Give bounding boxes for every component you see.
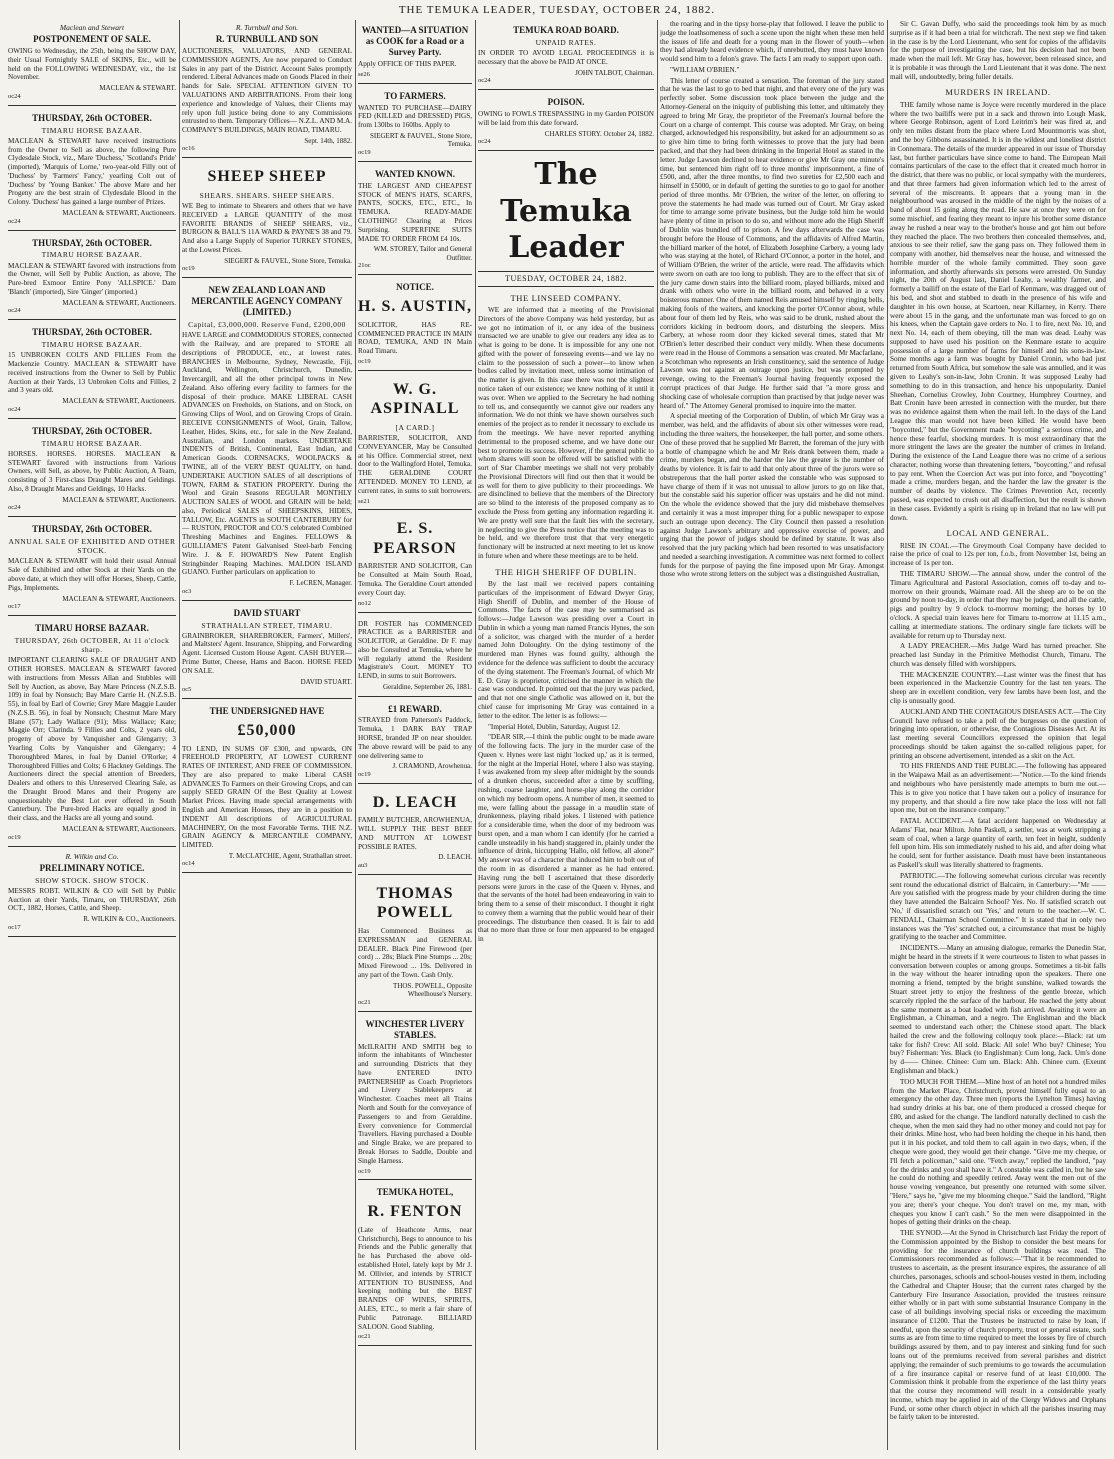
article-paragraph: THE family whose name is Joyce were recently murdered in the place where the two bailiffs were put in a sack and thrown into Lough Mask, where George Robinson, agent of Lord Leitrim's heir was fired at, and only ten miles distant from the place where Lord Mountmorris was shot, and the boy Gibbons assassinated. It is in the wildest and loneliest district in Connemara. The details of the murder appeared in our issue of Thursday last, but further particulars have since come to hand. The European Mail contains particulars of the case to the effect that it created much horror in the district, that there was no public, or local sympathy with the murderers, and that three farmers had given information which led to the arrest of several of the miscreants. It appears that a young man in the neighbourhood was aroused in the middle of the night by the noises of a band of about 15 going along the road. He saw at once they were on for some mischief, and fearing they meant to injure his brother some distance away he rushed a near way to the brother's house and got him out before they reached the place. The two brothers then concealed themselves, and, anxious to see their relief, saw the gang pass on. They followed them in company with another, hid themselves near the house, and witnessed the horrible murder of the whole family committed. They soon gave information, and shortly afterwards six persons were arrested. On Sunday night, the 20th of August last, Daniel Leahy, a wealthy farmer, and formerly a bailiff on the estate of the Earl of Kenmare, was dragged out of his bed, and shot and stabbed to death in the presence of his wife and daughter in his own house, at Scartoen, near Killarney, in Kerry. There were about 15 in the gang, and the unfortunate man was forced to go on his knees, when the Captain gave orders to No. 1 to fire, next No. 10, and next No. 14, each of them obeying, till the man was dead. Leahy was supposed to have used his position on the Kenmare estate to acquire possession of a large number of farms for himself and his sons-in-law. Some months ago a farm was bought by Daniel Cronin, who had just returned from South Africa, but somehow the sale was annulled, and it was given to Leahy's son-in-law, John Cronin. It was supposed Leahy had something to do in this transaction, and hence his unpopularity. Daniel Sheehan, Cornelius Crowley, John Courtney, Humphrey Courtney, and Batt Cronin have been arrested in connection with the murder, but there was no evidence against them when the mail left. In the days of the Land League this man would not have been killed. He would have been "boycotted," but the Government made "boycotting" a serious crime, and hence these fearful, shocking murders. It is most extraordinary that the more stringent the laws are the greater the number of crimes in Ireland. During the existence of the Land League there was no crime of a serious character, nothing worse than threatening letters, "boycotting," and refusal to pay rent. When the Coercion Act was put into force, and "boycotting" made a crime, murders began, and the harder the law the greater is the number of deaths by violence. The Crimes Prevention Act, recently passed, was expected to crush out all disaffection, but the result is shown in these cases. Evidently a spirit is rising up in Ireland that no law will put down. xyxy=(890,100,1106,522)
advertisement xyxy=(358,86,472,162)
advertisement xyxy=(358,615,472,697)
column-1 xyxy=(8,20,176,1450)
ad-display-heading: R. FENTON xyxy=(367,1203,463,1221)
ad-signature: WM. STOREY, Tailor and General Outfitter. xyxy=(373,245,472,262)
ad-body-text: STRAYED from Patterson's Paddock, Temuka, 1 DARK BAY TRAP HORSE, branded JP on near shoulder. The above reward will be paid to any one delivering same to xyxy=(358,716,472,760)
column-2 xyxy=(182,20,352,1450)
article-paragraph: Sir C. Gavan Duffy, who said the proceedings took him by as much surprise as if it had been a trial for witchcraft. The next step we find taken in the case is by the Lord Lieutenant, who sent for copies of the affidavits for the purpose of investigating the case, but his decision had not been made when the mail left. Mr Gray has, however, been released since, and it is probable it was through the Lord Lieutenant that it was done. The next mail will, undoubtedly, bring fuller details. xyxy=(890,20,1106,81)
advertisement xyxy=(8,233,176,321)
ad-signature: DAVID STUART. xyxy=(300,677,352,686)
article-paragraph: PATRIOTIC.—The following somewhat curious circular was recently sent round the educational district of Balcairn, in Canterbury:—"Mr —— Are you satisfied with the progress made by your children during the time they have attended the Balcairn School? Yes. No. If satisfied scratch out 'No,' if dissatisfied scratch out 'Yes,' and return to the teacher.—W. C. FENDALL, Chairman School Committee." It is stated that in only two instances was the 'Yes' scratched out, a circumstance that must be highly gratifying to the teacher and Committee. xyxy=(890,871,1106,942)
ad-signature: MACLEAN & STEWART, Auctioneers. xyxy=(62,594,176,603)
ad-heading: POSTPONEMENT OF SALE. xyxy=(33,34,151,45)
advertisement xyxy=(182,701,352,873)
advertisement xyxy=(8,618,176,847)
ad-reference-code: oc24 xyxy=(8,405,21,413)
article-paragraph: RISE IN COAL.—The Greymouth Coal Company have decided to raise the price of coal to 12s per ton, f.o.b., from November 1st, being an increase of 1s per ton. xyxy=(890,541,1106,568)
article-heading: LOCAL AND GENERAL. xyxy=(946,528,1050,539)
masthead-title: The Temuka Leader xyxy=(500,157,632,266)
ad-heading: NOTICE. xyxy=(396,282,434,293)
ad-body-text: IN ORDER TO AVOID LEGAL PROCEEDINGS it is necessary that the above be PAID AT ONCE. xyxy=(478,49,654,66)
ad-signature: SIEGERT & FAUVEL, Stone Store, Temuka. xyxy=(370,131,472,149)
ad-reference-code: oc24 xyxy=(8,307,21,315)
ad-heading: PRELIMINARY NOTICE. xyxy=(39,862,145,873)
article-paragraph: TO HIS FRIENDS AND THE PUBLIC.—The following has appeared in the Waipawa Mail as an advertisement:—"Notice.—To the kind friends and neighbours who have persistently made attempts to burn me out.—This is to give you notice that I have taken out a policy of insurance for my property, and that should a fire now take place the loss will not fall upon me, but on the insurance company." xyxy=(890,762,1106,815)
advertisement xyxy=(8,519,176,616)
advertisement xyxy=(478,92,654,151)
article-paragraph: THE TIMARU SHOW.—The annual show, under the control of the Timaru Agricultural and Pastoral Association, comes off to-day and to-morrow on their grounds, Waimate road. All the sheep are to be on the ground by noon to-day, in order that they may be judged, and all the cattle, pigs and poultry by 9 o'clock to-morrow morning; the horses by 10 o'clock. A special train leaves here for Timaru to-morrow at 11.15 a.m., calling at intermediate stations. The ordinary single fare tickets will be available for return up to Thursday next. xyxy=(890,570,1106,640)
advertisement xyxy=(358,373,472,511)
ad-signature: MACLEAN & STEWART, Auctioneers. xyxy=(62,209,176,218)
ad-heading: THURSDAY, 26th OCTOBER. xyxy=(32,112,152,123)
ad-subheading: UNPAID RATES. xyxy=(535,37,597,47)
ad-heading: £1 REWARD. xyxy=(388,703,442,714)
ad-reference-code: no12 xyxy=(358,599,371,607)
ad-signature: R. WILKIN & CO., Auctioneers. xyxy=(83,915,176,924)
ad-heading: THURSDAY, 26th OCTOBER. xyxy=(32,425,152,436)
ad-body-text: DR FOSTER has COMMENCED PRACTICE as a BARRISTER and SOLICITOR, at Geraldine. Dr F. may also be Consulted at Temuka, where he will regularly attend the Resident Magistrate's Court. MONEY TO LEND, in sums to suit Borrowers. xyxy=(358,619,472,681)
ad-reference-code: oc19 xyxy=(358,148,371,156)
ad-heading: TEMUKA ROAD BOARD. xyxy=(513,25,619,35)
article-paragraph: TOO MUCH FOR THEM.—Mine host of an hotel not a hundred miles from the Market Place, Christchurch, proved himself fully equal to an emergency the other day. Three men (reports the Lyttelton Times) having had sundry drinks at his bar, one of them produced a crossed cheque for £80, and asked for the change. The landlord naturally declined to cash the cheque, when the men said they had no other money and could not pay for their drinks. Mine host, who had been holding the cheque in his hand, then put it in his pocket, and told them to call again in two days, when, if the cheque were good, they would get their change. "Give me my cheque, or I'll fetch a policeman," said one. "Fetch away," replied the landlord, "pay for the drinks and you shall have it." A constable was called in, but he saw he could do nothing and speedily retired. Away went the men out of the house vowing vengeance, but presently one returned with some silver. "Here," says he, "give me my blooming cheque." Said the landlord, "Right you are; there's your cheque. You don't travel on me, my man, with cheques you know I can't cash." So the men were disappointed in the hopes of getting their drinks on the cheap. xyxy=(890,1077,1106,1227)
ad-signature: SIEGERT & FAUVEL, Stone Store, Temuka. xyxy=(224,256,352,265)
advertisement xyxy=(8,108,176,231)
ad-firm-name: R. Wilkin and Co. xyxy=(65,851,119,861)
ad-display-heading: SHEEP SHEEP xyxy=(207,168,327,186)
ad-display-heading: E. S. PEARSON xyxy=(373,520,457,557)
ad-body-text: Has Commenced Business as EXPRESSMAN and GENERAL DEALER. Black Pine Firewood (per cord) ... 28s; Black Pine Stumps ... 20s; Mixed Firewood ... 19s. Delivered in any part of the Town. Cash Only. xyxy=(358,926,472,979)
article-paragraph: THE MACKENZIE COUNTRY.—Last winter was the finest that has been experienced in the Mackenzie Country for the last ten years. The sheep are in excellent condition, very few lambs have been lost, and the clip is unusually good. xyxy=(890,670,1106,705)
advertisement xyxy=(358,1014,472,1181)
ad-subheading: TIMARU HORSE BAZAAR. xyxy=(41,250,143,260)
advertisement xyxy=(8,322,176,418)
advertisement xyxy=(182,20,352,158)
ad-signature: MACLEAN & STEWART. xyxy=(99,84,176,93)
ad-body-text: McILRAITH AND SMITH beg to inform the inhabitants of Winchester and surrounding Districts that they have ENTERED INTO PARTNERSHIP as Coach Proprietors and Livery Stablekeepers at Winchester. Coaches meet all Trains North and South for the conveyance of Passengers to and from Geraldine. Every convenience for Commercial Travellers. Having purchased a Double and Single Brake, we are prepared to Break Horses to Saddle, Double and Single Harness. xyxy=(358,1042,472,1165)
article-heading: MURDERS IN IRELAND. xyxy=(945,87,1051,98)
ad-body-text: GRAINBROKER, SHAREBROKER, Farmers', Millers', and Maltsters' Agent. Insurance, Shipping, and Forwarding Agent. Licensed Custom House Agent. CASH BUYER—Prime Butter, Cheese, Hams and Bacon. HORSE FEED ON SALE. xyxy=(182,631,352,675)
ad-body-text: HORSES. HORSES. HORSES. MACLEAN & STEWART favored with instructions from Various Owners, will Sell, as above, by Public Auction, A Team, consisting of 3 First-class Draught Mares and Geldings. Also, 8 Draught Mares and Geldings, 10 Hacks. xyxy=(8,449,176,493)
ad-reference-code: oc3 xyxy=(182,587,192,595)
ad-heading: WANTED—A SITUATION as COOK for a Road or a Survey Party. xyxy=(361,25,469,57)
ad-display-heading: THOMAS POWELL xyxy=(376,884,454,922)
ad-subheading: STRATHALLAN STREET, TIMARU. xyxy=(201,620,333,630)
column-3 xyxy=(358,20,472,1450)
ad-reference-code: oc5 xyxy=(182,686,192,694)
ad-body-text: IMPORTANT CLEARING SALE OF DRAUGHT AND OTHER HORSES. MACLEAN & STEWART favored with instructions from Messrs Allan and Stubbles will Sell by Auction, as above, Bay Mare Princess (N.Z.S.B. 109) in foal by Nonsuch; Bay Mare Carrie H. (N.Z.S.B. 55), in foal by Earl of Cowrie; Grey Mare Maggie Lauder (N.Z.S.B. 56), in foal by Nonsuch; Chestnut Mare Mary Blane (57); Lady Wallace (91); Miss Wallace; Kate; Maggie Orr; Clarinda. 9 Fillies and Colts, 2 years old, progeny of above by Vanquisher and Glengarry; 3 Yearling Colts by Vanquisher and Glengarry; 4 Thoroughbred Mares, in foal by Daniel O'Rorke; 4 Thoroughbred Fillies and Colts; 6 Hackney Geldings. The Auctioneers direct the special attention of Breeders, Dealers and others to this Unreserved Clearing Sale, as the Draught Brood Mares and their Progeny are unquestionably the Best Lot ever offered in South Canterbury. The Pure-bred Hacks are equally good in their class, and the Hacks are all young and sound. xyxy=(8,656,176,823)
ad-reference-code: oc24 xyxy=(478,77,491,85)
ad-heading: WANTED KNOWN. xyxy=(374,168,455,179)
article-paragraph: This letter of course created a sensation. The foreman of the jury stated that he was the last to go to bed that night, and that every one of the jury was perfectly sober. Some discussion took place between the judge and the Attorney-General on the iniquity of publishing this letter, and ultimately they agreed to bring Mr Gray, the proprietor of the Freeman's Journal before the Court on a charge of contempt. This course was adopted. Mr Gray, on being charged, acknowledged his responsibility, but asked for an adjournment so as to give him time to bring forth witnesses to prove that the jury had been packed, and that they had been drinking in the Imperial Hotel as stated in the letter. Judge Lawson declined to hear evidence or give Mr Gray one minute's time, but sentenced him right off to three months' imprisonment, a fine of £500, and, after the three months, to find two sureties for £2,500 each and himself in £5000, or in default of getting the sureties to go to gaol for another period of three months. Mr O'Brien, the writer of the letter, on offering to prove the statements he had made was turned out of Court. Mr Gray asked for time to arrange some private business, but the Judge told him he would have plenty of time in prison to do so, and without more ado the High Sheriff of Dublin was bundled off to prison. A few days afterwards the case was brought before the House of Commons, and the affidavits of Alfred Martin, the billiard marker of the hotel, of Elizabeth Josephine Carbery, a young lady who was staying at the hotel, of Richard O'Connor, a porter in the hotel, and of William O'Brien, the writer of the article, were read. The affidavits which were sworn on oath are too long to publish. They are to the effect that six of the jury came down stairs into the billiard room, played billiards, mixed and drank with others who were in the billiard room, and behaved in a very boisterous manner. One of them named Reis amused himself by ringing bells, making fools of the waiters, and knocking the porter O'Connor about, while about four of them led by Reis, who was said to be drunk, rushed about the corridors kicking in bedroom doors, and disturbing the sleepers. Miss Carbery, at whose room door they kicked several times, stated that Mr O'Brien's letter described their conduct very mildly. When these documents were read in the House of Commons a sensation was created. Mr Macfarlane, a Scotchman who represents an Irish constituency, said the sentence of Judge Lawson was not against an outrage upon justice, but was prompted by revenge, owing to the Freeman's Journal having frequently exposed the corrupt practices of that Judge. He further said that "a more gross and shocking case of wholesale corruption than practised by that judge never was heard of." The Attorney General promised to inquire into the matter. xyxy=(660,76,884,410)
ad-firm-name: Maclean and Stewart xyxy=(59,23,125,32)
ad-body-text: THE LARGEST AND CHEAPEST STOCK of MEN'S HATS, SCARFS, PANTS, SOCKS, ETC., ETC., In TEMUKA. READY-MADE CLOTHING! Clearing at Prices Surprising. SUPERFINE SUITS MADE TO ORDER FROM £4 10s. xyxy=(358,181,472,243)
ad-subheading: [A CARD.] xyxy=(395,422,435,432)
ad-signature: MACLEAN & STEWART, Auctioneers. xyxy=(62,495,176,504)
article-heading: THE LINSEED COMPANY. xyxy=(510,292,622,303)
ad-heading: THURSDAY, 26th OCTOBER. xyxy=(32,237,152,248)
article-paragraph: AUCKLAND AND THE CONTAGIOUS DISEASES ACT.—The City Council have refused to take a poll of the burgesses on the question of bringing into operation, or otherwise, the Contagious Diseases Act. At its last meeting several Councillors expressed the opinion that legal proceedings should be taken against the so-called religious paper, for printing an obscene advertisement, intended as a skit on the Act. xyxy=(890,707,1106,760)
ad-signature: MACLEAN & STEWART, Auctioneers. xyxy=(62,825,176,834)
ad-heading: POISON. xyxy=(547,97,585,108)
ad-subheading: THURSDAY, 26th OCTOBER, At 11 o'clock sharp. xyxy=(14,635,170,655)
article-paragraph: "WILLIAM O'BRIEN." xyxy=(670,65,740,74)
ad-body-text: WANTED TO PURCHASE—DAIRY FED (KILLED and DRESSED) PIGS, from 130lbs to 160lbs. Apply to xyxy=(358,103,472,130)
ad-body-text: BARRISTER, SOLICITOR, AND CONVEYANCER, May be Consulted at his Office. Commercial street, next door to the Wallingford Hotel, Temuka. THE GERALDINE COURT ATTENDED. MONEY TO LEND, at current rates, in sums to suit borrowers. xyxy=(358,434,472,495)
ad-subheading: SHEARS. SHEARS. SHEEP SHEARS. xyxy=(199,190,335,200)
ad-reference-code: oc24 xyxy=(8,217,21,225)
ad-display-heading: W. G. ASPINALL xyxy=(370,380,460,418)
advertisement xyxy=(8,849,176,937)
column-rule xyxy=(355,20,356,1450)
ad-body-text: MACLEAN & STEWART will hold their usual Annual Sale of Exhibited and other Stock at their Yards on the above date, at which they will offer Horses, Sheep, Cattle, Pigs, Implements. xyxy=(8,557,176,592)
article-paragraph: FATAL ACCIDENT.—A fatal accident happened on Wednesday at Adams' Flat, near Milton. John Paskell, a settler, was at work stripping a seam of coal, when a large quantity of earth, ten feet in height, suddenly fell upon him. His son immediately rushed to his aid, and after doing what he could, sent for further assistance. Death must have been instantaneous as Paskell's skull was literally shattered to fragments. xyxy=(890,817,1106,870)
ad-reference-code: oc21 xyxy=(358,1333,371,1341)
ad-subheading: TIMARU HORSE BAZAAR. xyxy=(41,438,143,448)
advertisement xyxy=(182,160,352,278)
ad-reference-code: oc24 xyxy=(8,92,21,100)
ad-heading: WINCHESTER LIVERY STABLES. xyxy=(365,1018,465,1040)
ad-reference-code: oc21 xyxy=(358,998,371,1006)
ad-display-heading: D. LEACH xyxy=(372,793,458,811)
ad-signature: CHARLES STORY. October 24, 1882. xyxy=(544,129,654,138)
advertisement xyxy=(478,20,654,90)
ad-reference-code: oc19 xyxy=(358,1167,371,1175)
ad-heading: DAVID STUART xyxy=(233,607,301,618)
ad-body-text: 15 UNBROKEN COLTS AND FILLIES From the Mackenzie Country. MACLEAN & STEWART have received instructions from the Owner to Sell by Public Auction at their Yards, 13 Unbroken Colts and Fillies, 2 and 3 years old. xyxy=(8,351,176,395)
ad-heading: THURSDAY, 26th OCTOBER. xyxy=(32,524,152,535)
ad-reference-code: oc19 xyxy=(358,770,371,778)
ad-signature: Geraldine, September 26, 1881. xyxy=(382,682,472,691)
ad-reference-code: se21 xyxy=(358,497,370,505)
advertisement xyxy=(358,512,472,612)
ad-signature: D. LEACH. xyxy=(438,853,472,862)
ad-reference-code: oc19 xyxy=(358,357,371,365)
advertisement xyxy=(358,877,472,1012)
ad-body-text: MESSRS ROBT. WILKIN & CO will Sell by Public Auction at their Yards, Timaru, on THURSDAY, 26th OCT., 1882, Horses, Cattle, and Sheep. xyxy=(8,886,176,913)
ad-signature: F. LeCREN, Manager. xyxy=(289,579,352,588)
column-6 xyxy=(890,20,1106,1450)
advertisement xyxy=(182,603,352,699)
advertisement xyxy=(8,20,176,106)
advertisement xyxy=(358,786,472,875)
ad-reference-code: au3 xyxy=(358,862,368,869)
ad-signature: MACLEAN & STEWART, Auctioneers. xyxy=(62,298,176,307)
advertisement xyxy=(358,20,472,84)
article-heading: THE HIGH SHERIFF OF DUBLIN. xyxy=(495,566,637,577)
ad-heading: NEW ZEALAND LOAN AND MERCANTILE AGENCY COMPANY (LIMITED.) xyxy=(191,285,343,318)
ad-heading: TIMARU HORSE BAZAAR. xyxy=(35,622,149,633)
ad-body-text: (Late of Heathcote Arms, near Christchurch), Begs to announce to his Friends and the Public generally that he has Purchased the above old-established Hotel, lately kept by Mr J. M. Ollivier, and intends by STRICT ATTENTION TO BUSINESS, And keeping nothing but the BEST BRANDS OF WINES, SPIRITS, ALES, ETC., to merit a fair share of Public Patronage. BILLIARD SALOON. Good Stabling. xyxy=(358,1225,472,1331)
column-rule xyxy=(179,20,180,1450)
ad-body-text: MACLEAN & STEWART favored with instructions from the Owner, will Sell by Public Auction, as above, The Pure-bred Exmoor Entire Pony 'ALLSPICE.' Dam 'Blanch' (imported), Sire 'Ginger' (imported.) xyxy=(8,261,176,296)
ad-body-text: MACLEAN & STEWART have received instructions from the Owner to Sell as above, the following Pure Clydesdale Stock, viz., Mare 'Duchess,' 'Scotland's Pride' (imported), 'Marquis of Lorne,' two-year-old Filly out of 'Duchess' by 'Farmers' Fancy,' yearling Colt out of 'Duchess' by 'Young Banker.' The above Mare and her Progeny are the best strain of Clydesdale Blood in the Colony. 'Duchess' has gained a large number of Prizes. xyxy=(8,136,176,207)
ad-body-text: OWING to Wednesday, the 25th, being the SHOW DAY, their Usual Fortnightly SALE of SKINS, Etc., will be held on the FOLLOWING WEDNESDAY, viz., the 1st November. xyxy=(8,47,176,82)
article-paragraph: the roaring and in the tipsy horse-play that followed. I leave the public to judge the loathsomeness of such a scene upon the night when these men held the issues of life and death for a young man in the flower of youth—when they had already heard evidence which, if unrebutted, they must have known would send him to a felon's grave. The facts I am ready to support upon oath. xyxy=(660,20,884,64)
ad-heading: THURSDAY, 26th OCTOBER. xyxy=(32,327,152,338)
article-paragraph: By the last mail we received papers containing particulars of the imprisonment of Edward Dwyer Gray, High Sheriff of Dublin, and member of the House of Commons. The facts of the case may be summarised as follows:—Judge Lawson was presiding over a Court in Dublin in which a young man named Francis Hynes, the son of a solicitor, was charged with the murder of a herder named John Doloughty. On the dying testimony of the murdered man Hynes was found guilty, although the evidence for the defence was sufficient to doubt the accuracy of the dying statement. The Freeman's Journal, of which Mr E. D. Gray is proprietor, criticised the manner in which the case was conducted. It pointed out that the jury was packed, and that not one single Catholic was allowed on it, but the chief cause for imprisoning Mr Gray was contained in a letter to the editor. The letter is as follows:— xyxy=(478,580,654,720)
column-4 xyxy=(478,20,654,1450)
advertisement xyxy=(358,164,472,275)
column-rule xyxy=(475,20,476,1450)
ad-body-text: FAMILY BUTCHER, AROWHENUA, WILL SUPPLY THE BEST BEEF AND MUTTON AT LOWEST POSSIBLE RATES. xyxy=(358,816,472,851)
advertisement xyxy=(358,699,472,784)
column-rule xyxy=(887,20,888,1450)
ad-body-text: OWING to FOWLS TRESPASSING in my Garden POISON will be laid from this date forward. xyxy=(478,110,654,127)
ad-signature: THOS. POWELL, Opposite Wheelhouse's Nursery. xyxy=(393,981,472,999)
ad-body-text: SOLICITOR, HAS RE-COMMENCED PRACTICE IN MAIN ROAD, TEMUKA, AND IN Main Road Timaru. xyxy=(358,320,472,356)
article-paragraph: INCIDENTS.—Many an amusing dialogue, remarks the Dunedin Star, might be heard in the streets if it were courteous to listen to what passes in conversation between couples or among groups. Sometimes a tit-bit falls in the way without the hearer intruding upon the speakers. There one morning a friend, tempted by the bright sunshine, walked towards the Stuart street jetty to enjoy the freshness of the gentle breeze, which scarcely rippled the the surface of the harbour. He reached the jetty about the same moment as a boat loaded with fish arrived. Awaiting it were an Englishman, a Chinaman, and a negro. The Englishman and the black seemed to understand each other; the Chinese stood apart. The black hailed the crew and the following colloquy took place:—Black: rat um take for fish? Crew: All sold. Black: All sole! Who buy? Chinese; You buy? Fisherman: Yes. Black (to Englishman): Cum long, Jack. Um's done by d—— Chinee. Chinee: Cum um. Black: Ahh. Chinee cum. (Exeunt Englishman and black.) xyxy=(890,944,1106,1075)
ad-display-heading: H. S. AUSTIN, xyxy=(358,298,472,316)
ad-reference-code: oc24 xyxy=(8,504,21,512)
column-5 xyxy=(660,20,884,1450)
ad-heading: THE UNDERSIGNED HAVE xyxy=(209,706,325,717)
ad-body-text: TO LEND, IN SUMS OF £300, and upwards, ON FREEHOLD PROPERTY, AT LOWEST CURRENT RATES OF INTEREST, AND FREE OF COMMISSION. They are also prepared to make Liberal CASH ADVANCES To Farmers on their Growing Crops, and can supply SEED GRAIN Of the Best Quality at Lowest Market Prices. Having made special arrangements with English and American Houses, they are in a position to INDENT All descriptions of AGRICULTURAL MACHINERY, On the most Favorable Terms. THE N.Z. GRAIN AGENCY & MERCANTILE COMPANY, LIMITED. xyxy=(182,744,352,850)
dateline: TUESDAY, OCTOBER 24, 1882. xyxy=(478,271,654,287)
ad-signature: JOHN TALBOT, Chairman. xyxy=(575,68,654,77)
ad-signature: MACLEAN & STEWART, Auctioneers. xyxy=(62,397,176,406)
ad-body-text: WE Beg to intimate to Shearers and others that we have RECEIVED a LARGE QUANTITY of the most FAVORITE BRANDS of SHEEP SHEARS, viz., BURGON & BALL'S 11A WARD & PAYNE'S 38 and 79. And also a Large Supply of Superior TURKEY STONES, at the Lowest Prices. xyxy=(182,202,352,254)
article-paragraph: THE SYNOD.—At the Synod in Christchurch last Friday the report of the Commission appointed by the Bishop to consider the best means for providing for the insurance of church buildings was read. The Commissioners recommended as follows:—"That it be recommended to trustees to ascertain, as the present insurance expires, the assurance of all churches, parsonages, schools and school-houses vested in them, including the Cathedral and Chapter House; that the current rates charged by the Canterbury Fire Insurance Association, provided the trustees reinsure either wholly or in part with some substantial Insurance Company in the case of all buildings involving special risks or exceeding the maximum insurance of £1200. That the Trustees be instructed to raise by loan, if needful, upon the security of church property, trust or general estate, such sums as are from time to time required to meet the losses by fire of church buildings assured by them, and to pay interest and sinking fund for such loans out of the premiums received from several parishes and district applying; the remainder of such premiums to go towards the accumulation of a fire insurance capital or reserve fund of at least £10,000. The Commission think it probable from the experience of the last thirty years that the course they recommend will result in a considerable yearly income, which may be applied in aid of the Clergy Widows and Orphans Fund, or some other church object in which all the parishes insuring may be fairly taken to be interested. xyxy=(890,1229,1106,1422)
ad-heading: TEMUKA HOTEL, xyxy=(376,1187,454,1198)
ad-signature: Sept. 14th, 1882. xyxy=(304,136,352,145)
ad-signature: J. CRAMOND, Arowhenua. xyxy=(392,762,472,771)
ad-reference-code: oc19 xyxy=(8,833,21,841)
article-paragraph: A LADY PREACHER.—Mrs Judge Ward has turned preacher. She preached last Sunday in the Primitive Methodist Church, Timaru. The church was densely filled with worshippers. xyxy=(890,642,1106,668)
ad-reference-code: se26 xyxy=(358,70,370,78)
ad-reference-code: oc16 xyxy=(182,145,195,153)
ad-body-text: AUCTIONEERS, VALUATORS, AND GENERAL COMMISSION AGENTS, Are now prepared to Conduct Sales in any part of the District. Account Sales promptly rendered. Liberal Advances made on Goods Placed in their hands for Sale. SPECIAL ATTENTION GIVEN TO VALUATIONS AND ARBITRATIONS. From their long experience and knowledge of Values, their Clients may rely upon full justice being done to any Commissions entrusted to them. Temporary Offices— N.Z.L. AND M.A. COMPANY'S BUILDINGS, MAIN ROAD, TIMARU. xyxy=(182,47,352,135)
advertisement xyxy=(182,280,352,600)
ad-subheading: Capital, £3,000,000. Reserve Fund, £200,000 xyxy=(188,320,346,330)
ad-heading: R. TURNBULL AND SON xyxy=(215,34,319,45)
ad-subheading: ANNUAL SALE OF EXHIBITED AND OTHER STOCK. xyxy=(8,537,176,556)
ad-reference-code: oc19 xyxy=(182,265,195,273)
ad-subheading: TIMARU HORSE BAZAAR. xyxy=(41,340,143,350)
article-paragraph: "Imperial Hotel, Dublin, Saturday, August 12. xyxy=(488,722,621,731)
article-paragraph: "DEAR SIR,—I think the public ought to be made aware of the following facts. The jury in the murder case of the Queen v. Hynes were last night 'locked up,' as it is termed, for the night at the Imperial Hotel, where I also was staying. I was awakened from my sleep after midnight by the sounds of a drunken chorus, succeeded after a time by scuffling, rushing, coarse laughter, and horse-play along the corridor on which my bedroom opens. A number of men, it seemed to me, were falling about the passage in a maudlin state of drunkenness, playing ribald jokes. I listened with patience for a considerable time, when the door of my bedroom was burst open, and a man whom I can identify (for he carried a candle unsteadily in his hand) staggered in, plainly under the influence of drink, hiccupping 'Hallo, old fellow, all alone?' My answer was of a character that induced him to bolt out of the room in as disordered a manner as he had entered. Having rung the bell I ascertained that these disorderly persons were jurors in the case of the Queen v. Hynes, and that the servants of the hotel had been endeavoring in vain to bring them to a sense of their misconduct. I thought it right to convey them a warning that the public would hear of their proceedings. The disturbance then ceased. It is fair to add that no more than three or four men appeared to be engaged in xyxy=(478,733,654,944)
ad-reference-code: 21oc xyxy=(358,262,371,270)
advertisement xyxy=(8,421,176,517)
advertisement xyxy=(358,1182,472,1346)
ad-body-text: BARRISTER AND SOLICITOR, Can be Consulted at Main South Road, Temuka. The Geraldine Court attended every Court day. xyxy=(358,562,472,597)
ad-body-text: HAVE LARGE and COMMODIOUS STORES, connected with the Railway, and are prepared to STORE all descriptions of PRODUCE, etc., at lowest rates. BRANCHES in Melbourne, Sydney, Newcastle, Fiji, Auckland, Wellington, Christchurch, Dunedin, Invercargill, and all the other principal towns in New Zealand. Also offering every facility to farmers for the disposal of their produce. MAKE LIBERAL CASH ADVANCES on Freeholds, on Stations, and on Stock, on Growing Clips of Wool, and on Growing Crops of Grain. RECEIVE CONSIGNMENTS of Wool, Grain, Tallow, Leather, Hides, Skins, etc., for sale in the New Zealand, Australian, and London markets. UNDERTAKE INDENTS of British, Continental, East Indian, and American Goods. CORNSACKS, WOOLPACKS & TWINE, all of the VERY BEST QUALITY, on hand. UNDERTAKE AUCTION SALES of all descriptions of TOWN, FARM & STATION PROPERTY. During the Wool and Grain Seasons REGULAR MONTHLY AUCTION SALES of WOOL and GRAIN will be held; also, Periodical SALES of SHEEPSKINS, HIDES, TALLOW, Etc. AGENTS in SOUTH CANTERBURY for— RUSTON, PROCTOR and CO.'S celebrated Combined Threshing Machines and Engines. FELLOWS & GUILLIAME'S Patent Galvanised Steel-barb Fencing Wire. J. & F. HOWARD'S New Patent English Stringbinder Reaping Machines. MALDON ISLAND GUANO. Further particulars on application to xyxy=(182,331,352,577)
column-rule xyxy=(657,20,658,1450)
ad-reference-code: oc17 xyxy=(8,923,21,931)
ad-reference-code: oc17 xyxy=(8,603,21,611)
ad-subheading: TIMARU HORSE BAZAAR. xyxy=(41,125,143,135)
advertisement xyxy=(358,277,472,371)
ad-signature: T. McCLATCHIE, Agent, Strathallan street. xyxy=(228,851,352,860)
ad-subheading: SHOW STOCK. SHOW STOCK. xyxy=(35,875,149,885)
page-header: THE TEMUKA LEADER, TUESDAY, OCTOBER 24, 1882. xyxy=(398,4,716,16)
ad-firm-name: R. Turnbull and Son. xyxy=(235,23,299,32)
ad-body-text: Apply OFFICE OF THIS PAPER. xyxy=(358,59,457,68)
ad-heading: TO FARMERS. xyxy=(384,90,446,101)
ad-reference-code: oc14 xyxy=(182,860,195,868)
ad-display-heading: £50,000 xyxy=(237,721,297,739)
ad-reference-code: oc24 xyxy=(478,138,491,146)
article-paragraph: WE are informed that a meeting of the Provisional Directors of the above Company was held yesterday, but as we got no intimation of it, or any idea of the business transacted we are unable to give our readers any idea as to what is going to be done. It is impossible for any one not gifted with the power of foreseeing events—and we lay no claim to the possession of such a power—to know when bodies called by invitation meet, unless some intimation of the matter is given. In this case there was not the slightest notice taken of our existence; we knew nothing of it until it was over. When we applied to the Secretary he had nothing to tell us, and consequently we cannot give our readers any information. We do not think we have shown ourselves such enemies of the project as to render it necessary to exclude us from the meetings. We have never reported anything detrimental to the proposed scheme, and we have done our best to promote its success. However, if the general public to whom shares will soon be offered will be satisfied with the sort of Star Chamber meetings we shall not very probably the Provisional Directors will find out then that it would be as well for them to give publicity to their proceedings. We are disinclined to believe that the members of the Directory are so blind to the interests of the proposed company as to exclude the Press from getting any information regarding it. We are pretty well sure that the fault lies with the secretary, in neglecting to give the Press notice that the meeting was to be held, and we therefore trust that that very energetic functionary will be instructed at next meeting to let us know in future when and where these meetings are to be held. xyxy=(478,306,654,560)
article-paragraph: A special meeting of the Corporation of Dublin, of which Mr Gray was a member, was held, and the affidavits of about six other witnesses were read, including the three waiters, the housekeeper, the hall porter, and some others. One of these proved that he supplied Mr Barrett, the foreman of the jury with a bottle of champagne which he and Mr Reis drank between them, made a crime, murders began, and the harder the law the greater is the number of deaths by violence. It is fair to add that only about three of the jurors were so obstreperous that the hall porter asked the constable who was supposed to have charge of them if it was not unusual to allow jurors to go on like that, but the constable said his superior officer was upstairs and he did not mind. On the whole the evidence showed that the jury did misbehave themselves and certainly it was a most improper thing for a public newspaper to expose such an outrage upon decency. The City Council then passed a resolution against Judge Lawson's arbitrary and oppressive exercise of power, and urging that the power of judges should be defined by statute. It was also resolved that the jury packing which had been resorted to was unsatisfactory and needed a searching investigation. A committee was next formed to collect funds for the purpose of paying the fine imposed upon Mr Gray. Amongst those who wrote strong letters on the subject was a distinguished Australian, xyxy=(660,412,884,579)
